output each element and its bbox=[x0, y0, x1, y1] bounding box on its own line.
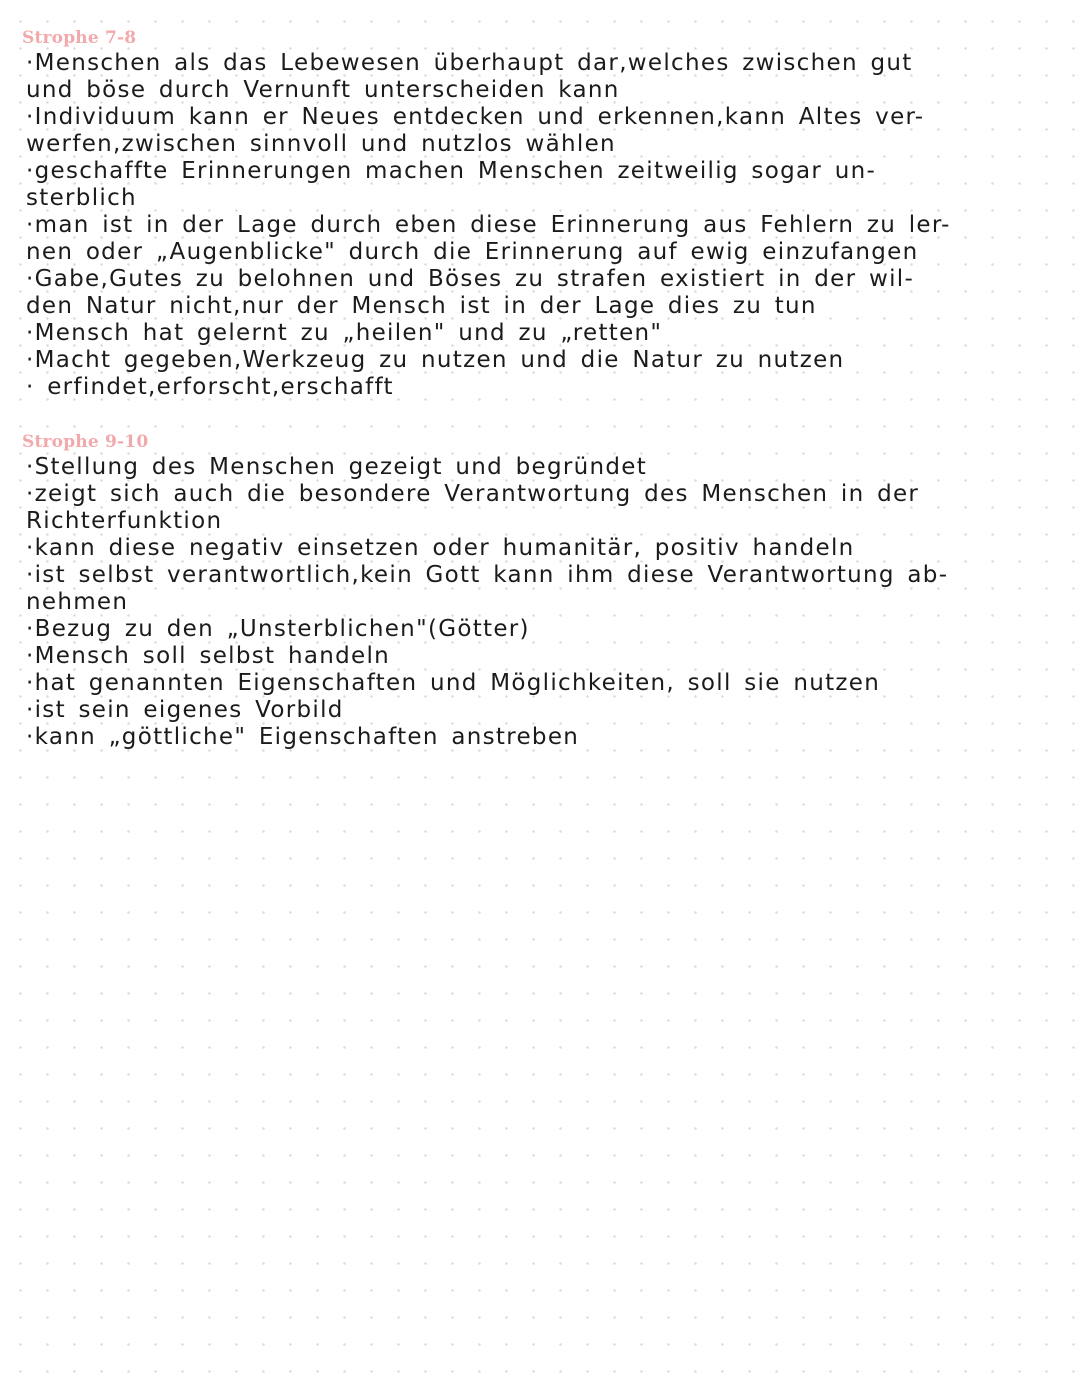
note-line: ·hat genannten Eigenschaften und Möglichkeiten, soll sie nutzen bbox=[26, 670, 881, 696]
note-line: und böse durch Vernunft unterscheiden kann bbox=[26, 77, 620, 103]
note-line: Richterfunktion bbox=[26, 508, 223, 534]
note-line: ·ist selbst verantwortlich,kein Gott kann ihm diese Verantwortung ab- bbox=[26, 562, 949, 588]
note-line: ·ist sein eigenes Vorbild bbox=[26, 697, 344, 723]
note-line: den Natur nicht,nur der Mensch ist in der Lage dies zu tun bbox=[26, 293, 817, 319]
note-line: ·Gabe,Gutes zu belohnen und Böses zu strafen existiert in der wil- bbox=[26, 266, 915, 292]
note-line: nehmen bbox=[26, 589, 129, 615]
note-line: ·Bezug zu den „Unsterblichen"(Götter) bbox=[26, 616, 530, 642]
note-line: sterblich bbox=[26, 185, 137, 211]
note-line: ·kann „göttliche" Eigenschaften anstreben bbox=[26, 724, 580, 750]
note-line: ·Mensch soll selbst handeln bbox=[26, 643, 391, 669]
note-line: ·Mensch hat gelernt zu „heilen" und zu „retten" bbox=[26, 320, 663, 346]
section-heading: Strophe 7-8 bbox=[22, 28, 137, 48]
note-line: ·kann diese negativ einsetzen oder humanitär, positiv handeln bbox=[26, 535, 855, 561]
note-line: ·Menschen als das Lebewesen überhaupt dar,welches zwischen gut bbox=[26, 50, 913, 76]
note-line: ·man ist in der Lage durch eben diese Erinnerung aus Fehlern zu ler- bbox=[26, 212, 951, 238]
note-line: ·Individuum kann er Neues entdecken und erkennen,kann Altes ver- bbox=[26, 104, 925, 130]
section-heading: Strophe 9-10 bbox=[22, 432, 149, 452]
note-line: nen oder „Augenblicke" durch die Erinnerung auf ewig einzufangen bbox=[26, 239, 919, 265]
note-line: ·Stellung des Menschen gezeigt und begründet bbox=[26, 454, 648, 480]
note-line: · erfindet,erforscht,erschafft bbox=[26, 374, 394, 400]
note-line: ·zeigt sich auch die besondere Verantwortung des Menschen in der bbox=[26, 481, 920, 507]
note-line: ·geschaffte Erinnerungen machen Menschen zeitweilig sogar un- bbox=[26, 158, 877, 184]
note-line: ·Macht gegeben,Werkzeug zu nutzen und die Natur zu nutzen bbox=[26, 347, 845, 373]
note-line: werfen,zwischen sinnvoll und nutzlos wählen bbox=[26, 131, 616, 157]
